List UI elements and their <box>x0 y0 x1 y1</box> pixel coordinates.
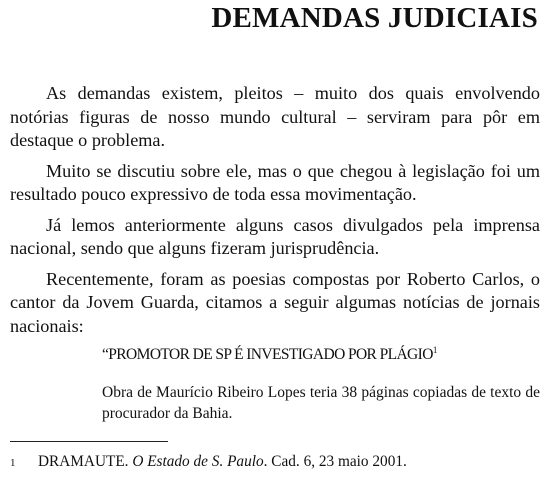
quote-headline-text: “PROMOTOR DE SP É INVESTIGADO POR PLÁGIO <box>102 346 433 364</box>
block-quote <box>102 340 540 424</box>
footnote <box>10 452 407 472</box>
paragraph-2: Muito se discutiu sobre ele, mas o que chegou à legislação foi um resultado pouco expressivo de toda essa movimentação. <box>10 160 540 204</box>
page-title: DEMANDAS JUDICIAIS <box>211 2 538 34</box>
quote-headline <box>102 340 540 365</box>
paragraph-1: As demandas existem, pleitos – muito dos quais envolvendo notórias figuras de nosso mundo cultural – serviram para pôr em destaque o problema. <box>10 83 540 150</box>
footnote-publication: O Estado de S. Paulo <box>132 453 264 470</box>
footnote-details: . Cad. 6, 23 maio 2001. <box>263 453 407 470</box>
footnote-number: 1 <box>10 457 16 469</box>
footnote-reference[interactable]: 1 <box>432 345 438 355</box>
body-text <box>10 82 540 345</box>
paragraph-4: Recentemente, foram as poesias compostas por Roberto Carlos, o cantor da Jovem Guarda, citamos a seguir algumas notícias de jornais nacionais: <box>10 268 540 336</box>
footnote-divider <box>10 441 168 442</box>
footnote-author: DRAMAUTE. <box>38 453 129 470</box>
paragraph-3: Já lemos anteriormente alguns casos divulgados pela imprensa nacional, sendo que alguns fizeram jurisprudência. <box>10 214 540 258</box>
quote-body: Obra de Maurício Ribeiro Lopes teria 38 páginas copiadas de texto de procurador da Bahia. <box>102 384 540 422</box>
